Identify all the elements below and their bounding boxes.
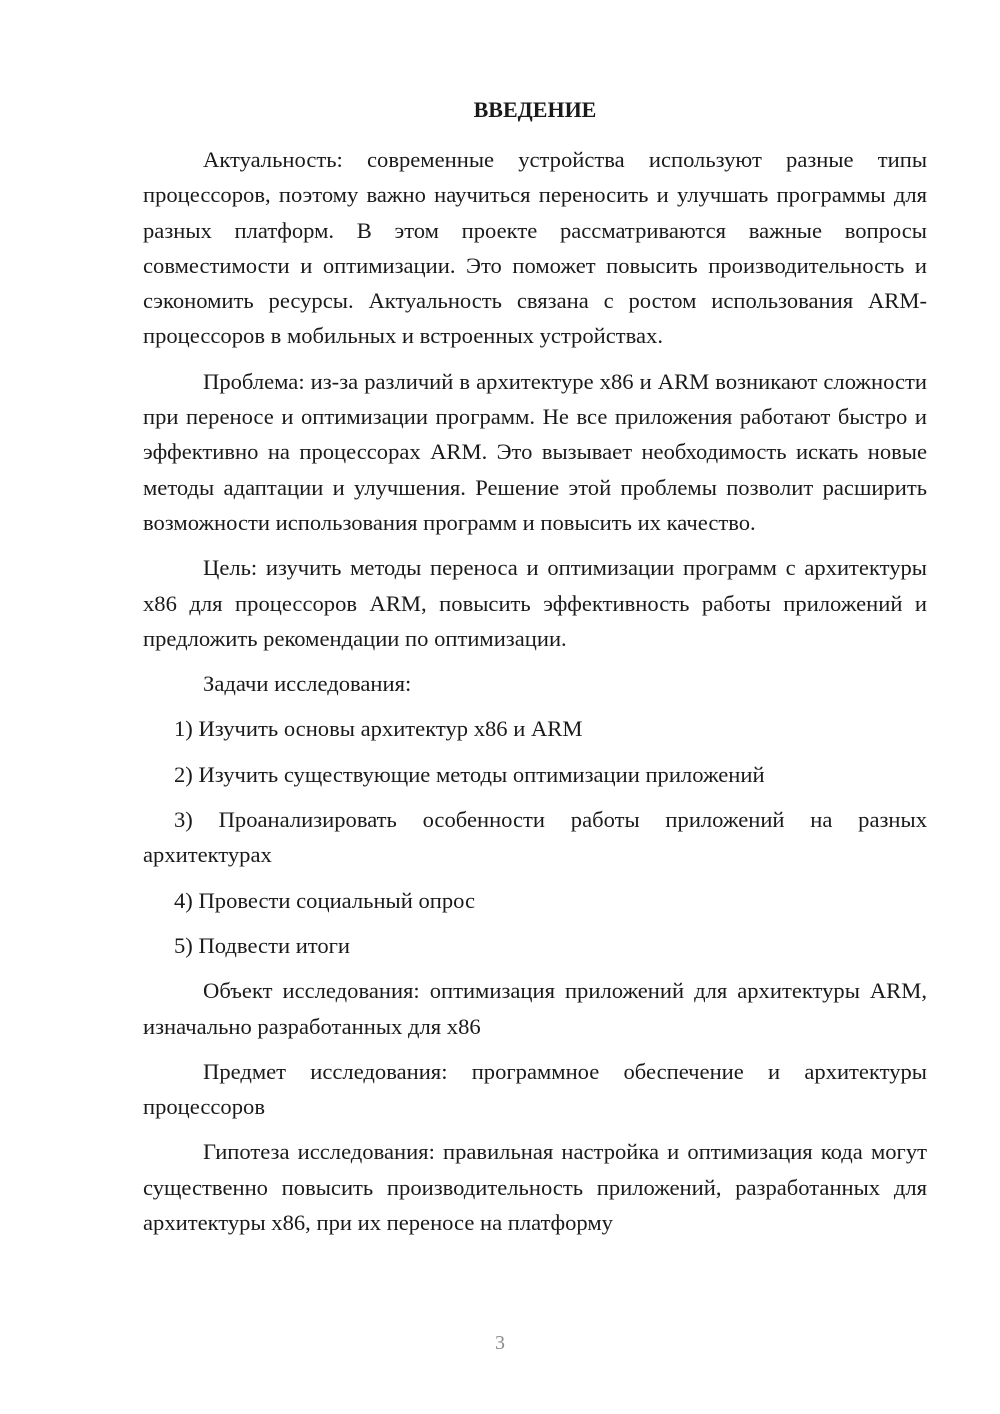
task-item: 2) Изучить существующие методы оптимизации приложений	[174, 761, 765, 787]
task-item: 3) Проанализировать особенности работы приложений на разных архитектурах	[143, 807, 927, 868]
relevance-paragraph: Актуальность: современные устройства используют разные типы процессоров, поэтому важно научиться переносить и улучшать программы для разных платформ. В этом проекте рассматриваются важные вопросы совместимости и оптимизации. Это поможет повысить производительность и сэкономить ресурсы. Актуальность связана с ростом использования ARM-процессоров в мобильных и встроенных устройствах.	[143, 147, 927, 349]
goal-paragraph: Цель: изучить методы переноса и оптимизации программ с архитектуры x86 для процессоров ARM, повысить эффективность работы приложений и предложить рекомендации по оптимизации.	[143, 555, 927, 651]
tasks-list	[143, 711, 927, 963]
tasks-heading: Задачи исследования:	[203, 671, 412, 697]
problem-paragraph: Проблема: из-за различий в архитектуре x86 и ARM возникают сложности при переносе и оптимизации программ. Не все приложения работают быстро и эффективно на процессорах ARM. Это вызывает необходимость искать новые методы адаптации и улучшения. Решение этой проблемы позволит расширить возможности использования программ и повысить их качество.	[143, 368, 927, 535]
section-heading: ВВЕДЕНИЕ	[473, 97, 597, 122]
subject-paragraph: Предмет исследования: программное обеспечение и архитектуры процессоров	[143, 1058, 927, 1120]
document-page	[143, 90, 927, 1240]
task-item: 1) Изучить основы архитектур x86 и ARM	[174, 716, 583, 742]
hypothesis-paragraph: Гипотеза исследования: правильная настройка и оптимизация кода могут существенно повысить производительность приложений, разработанных для архитектуры x86, при их переносе на платформу	[143, 1139, 927, 1236]
task-item: 5) Подвести итоги	[174, 932, 351, 958]
task-item: 4) Провести социальный опрос	[174, 887, 476, 913]
object-paragraph: Объект исследования: оптимизация приложений для архитектуры ARM, изначально разработанных для x86	[143, 978, 927, 1039]
page-number: 3	[495, 1332, 505, 1354]
